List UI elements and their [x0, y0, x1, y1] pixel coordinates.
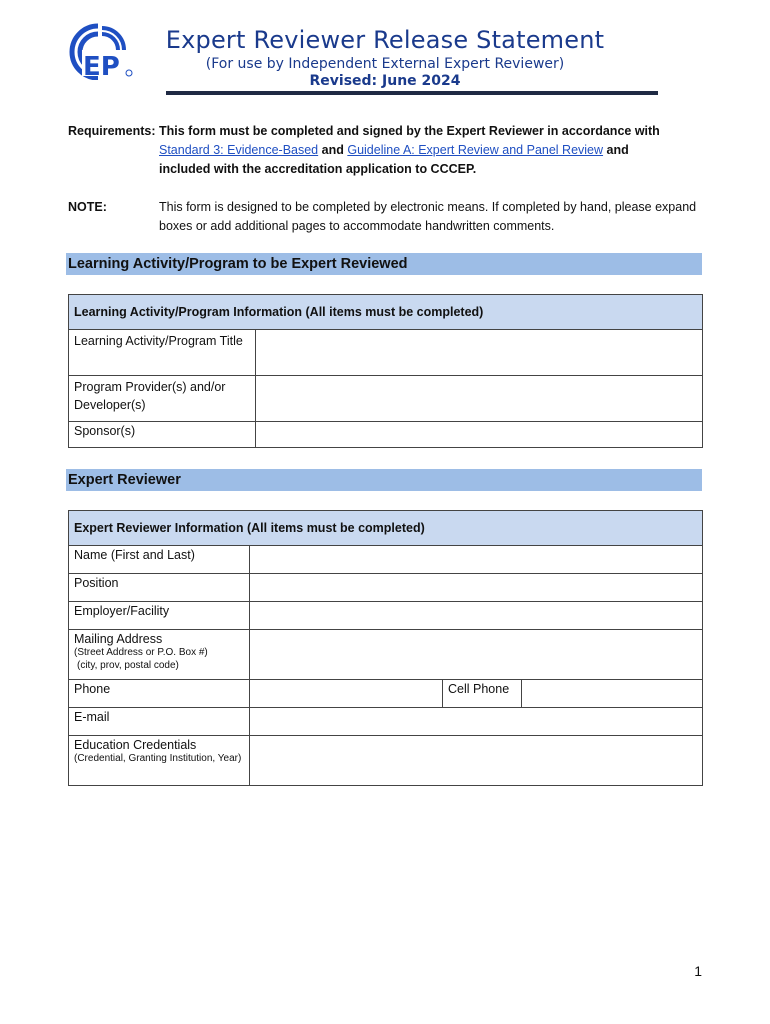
- section-heading-learning-activity: Learning Activity/Program to be Expert Reviewed: [66, 253, 702, 275]
- requirements-text-3: and: [606, 143, 629, 157]
- label-name: Name (First and Last): [69, 546, 250, 574]
- learning-activity-table: [68, 294, 703, 448]
- row-label-title: Learning Activity/Program Title: [69, 330, 256, 376]
- standard-3-link[interactable]: Standard 3: Evidence-Based: [159, 143, 319, 157]
- expert-reviewer-table: [68, 510, 703, 786]
- email-field[interactable]: [250, 708, 703, 736]
- guideline-a-link[interactable]: Guideline A: Expert Review and Panel Review: [347, 143, 604, 157]
- header-block: [150, 26, 620, 89]
- note-label: NOTE:: [68, 200, 107, 214]
- title-divider: [166, 91, 658, 95]
- requirements-text-1: This form must be completed and signed by the Expert Reviewer in accordance with: [159, 124, 660, 138]
- label-mailing-address: Mailing Address: [74, 632, 163, 646]
- revision-date: Revised: June 2024: [309, 73, 461, 89]
- expert-reviewer-table-header: Expert Reviewer Information (All items must be completed): [69, 511, 703, 546]
- cccep-logo: [68, 22, 134, 80]
- note-block: [68, 198, 708, 236]
- logo-text: EP: [83, 52, 120, 80]
- mailing-note-2: (city, prov, postal code): [77, 660, 179, 671]
- requirements-text-2: and: [321, 143, 344, 157]
- label-cell-phone: Cell Phone: [443, 680, 522, 708]
- requirements-block: [68, 122, 708, 179]
- row-label-provider: Program Provider(s) and/or Developer(s): [69, 376, 256, 422]
- page-subtitle: (For use by Independent External Expert Reviewer): [205, 56, 565, 72]
- label-phone: Phone: [69, 680, 250, 708]
- label-employer: Employer/Facility: [69, 602, 250, 630]
- cell-phone-field[interactable]: [522, 680, 703, 708]
- page-number: 1: [694, 963, 702, 979]
- employer-field[interactable]: [250, 602, 703, 630]
- mailing-address-field[interactable]: [250, 630, 703, 680]
- phone-field[interactable]: [250, 680, 443, 708]
- sponsor-field[interactable]: [256, 422, 703, 448]
- mailing-note-1: (Street Address or P.O. Box #): [74, 647, 208, 658]
- requirements-text-4: included with the accreditation application to CCCEP.: [159, 162, 477, 176]
- program-title-field[interactable]: [256, 330, 703, 376]
- page-title: Expert Reviewer Release Statement: [165, 26, 605, 54]
- program-provider-field[interactable]: [256, 376, 703, 422]
- label-education: Education Credentials: [74, 738, 197, 752]
- note-text: This form is designed to be completed by electronic means. If completed by hand, please expand boxes or add additional pages to accommodate handwritten comments.: [159, 200, 697, 233]
- education-field[interactable]: [250, 736, 703, 786]
- section-heading-expert-reviewer: Expert Reviewer: [66, 469, 702, 491]
- learning-activity-table-header: Learning Activity/Program Information (All items must be completed): [69, 295, 703, 330]
- name-field[interactable]: [250, 546, 703, 574]
- label-position: Position: [69, 574, 250, 602]
- row-label-sponsor: Sponsor(s): [69, 422, 256, 448]
- position-field[interactable]: [250, 574, 703, 602]
- education-note: (Credential, Granting Institution, Year): [74, 753, 242, 764]
- label-email: E-mail: [69, 708, 250, 736]
- requirements-label: Requirements:: [68, 124, 156, 138]
